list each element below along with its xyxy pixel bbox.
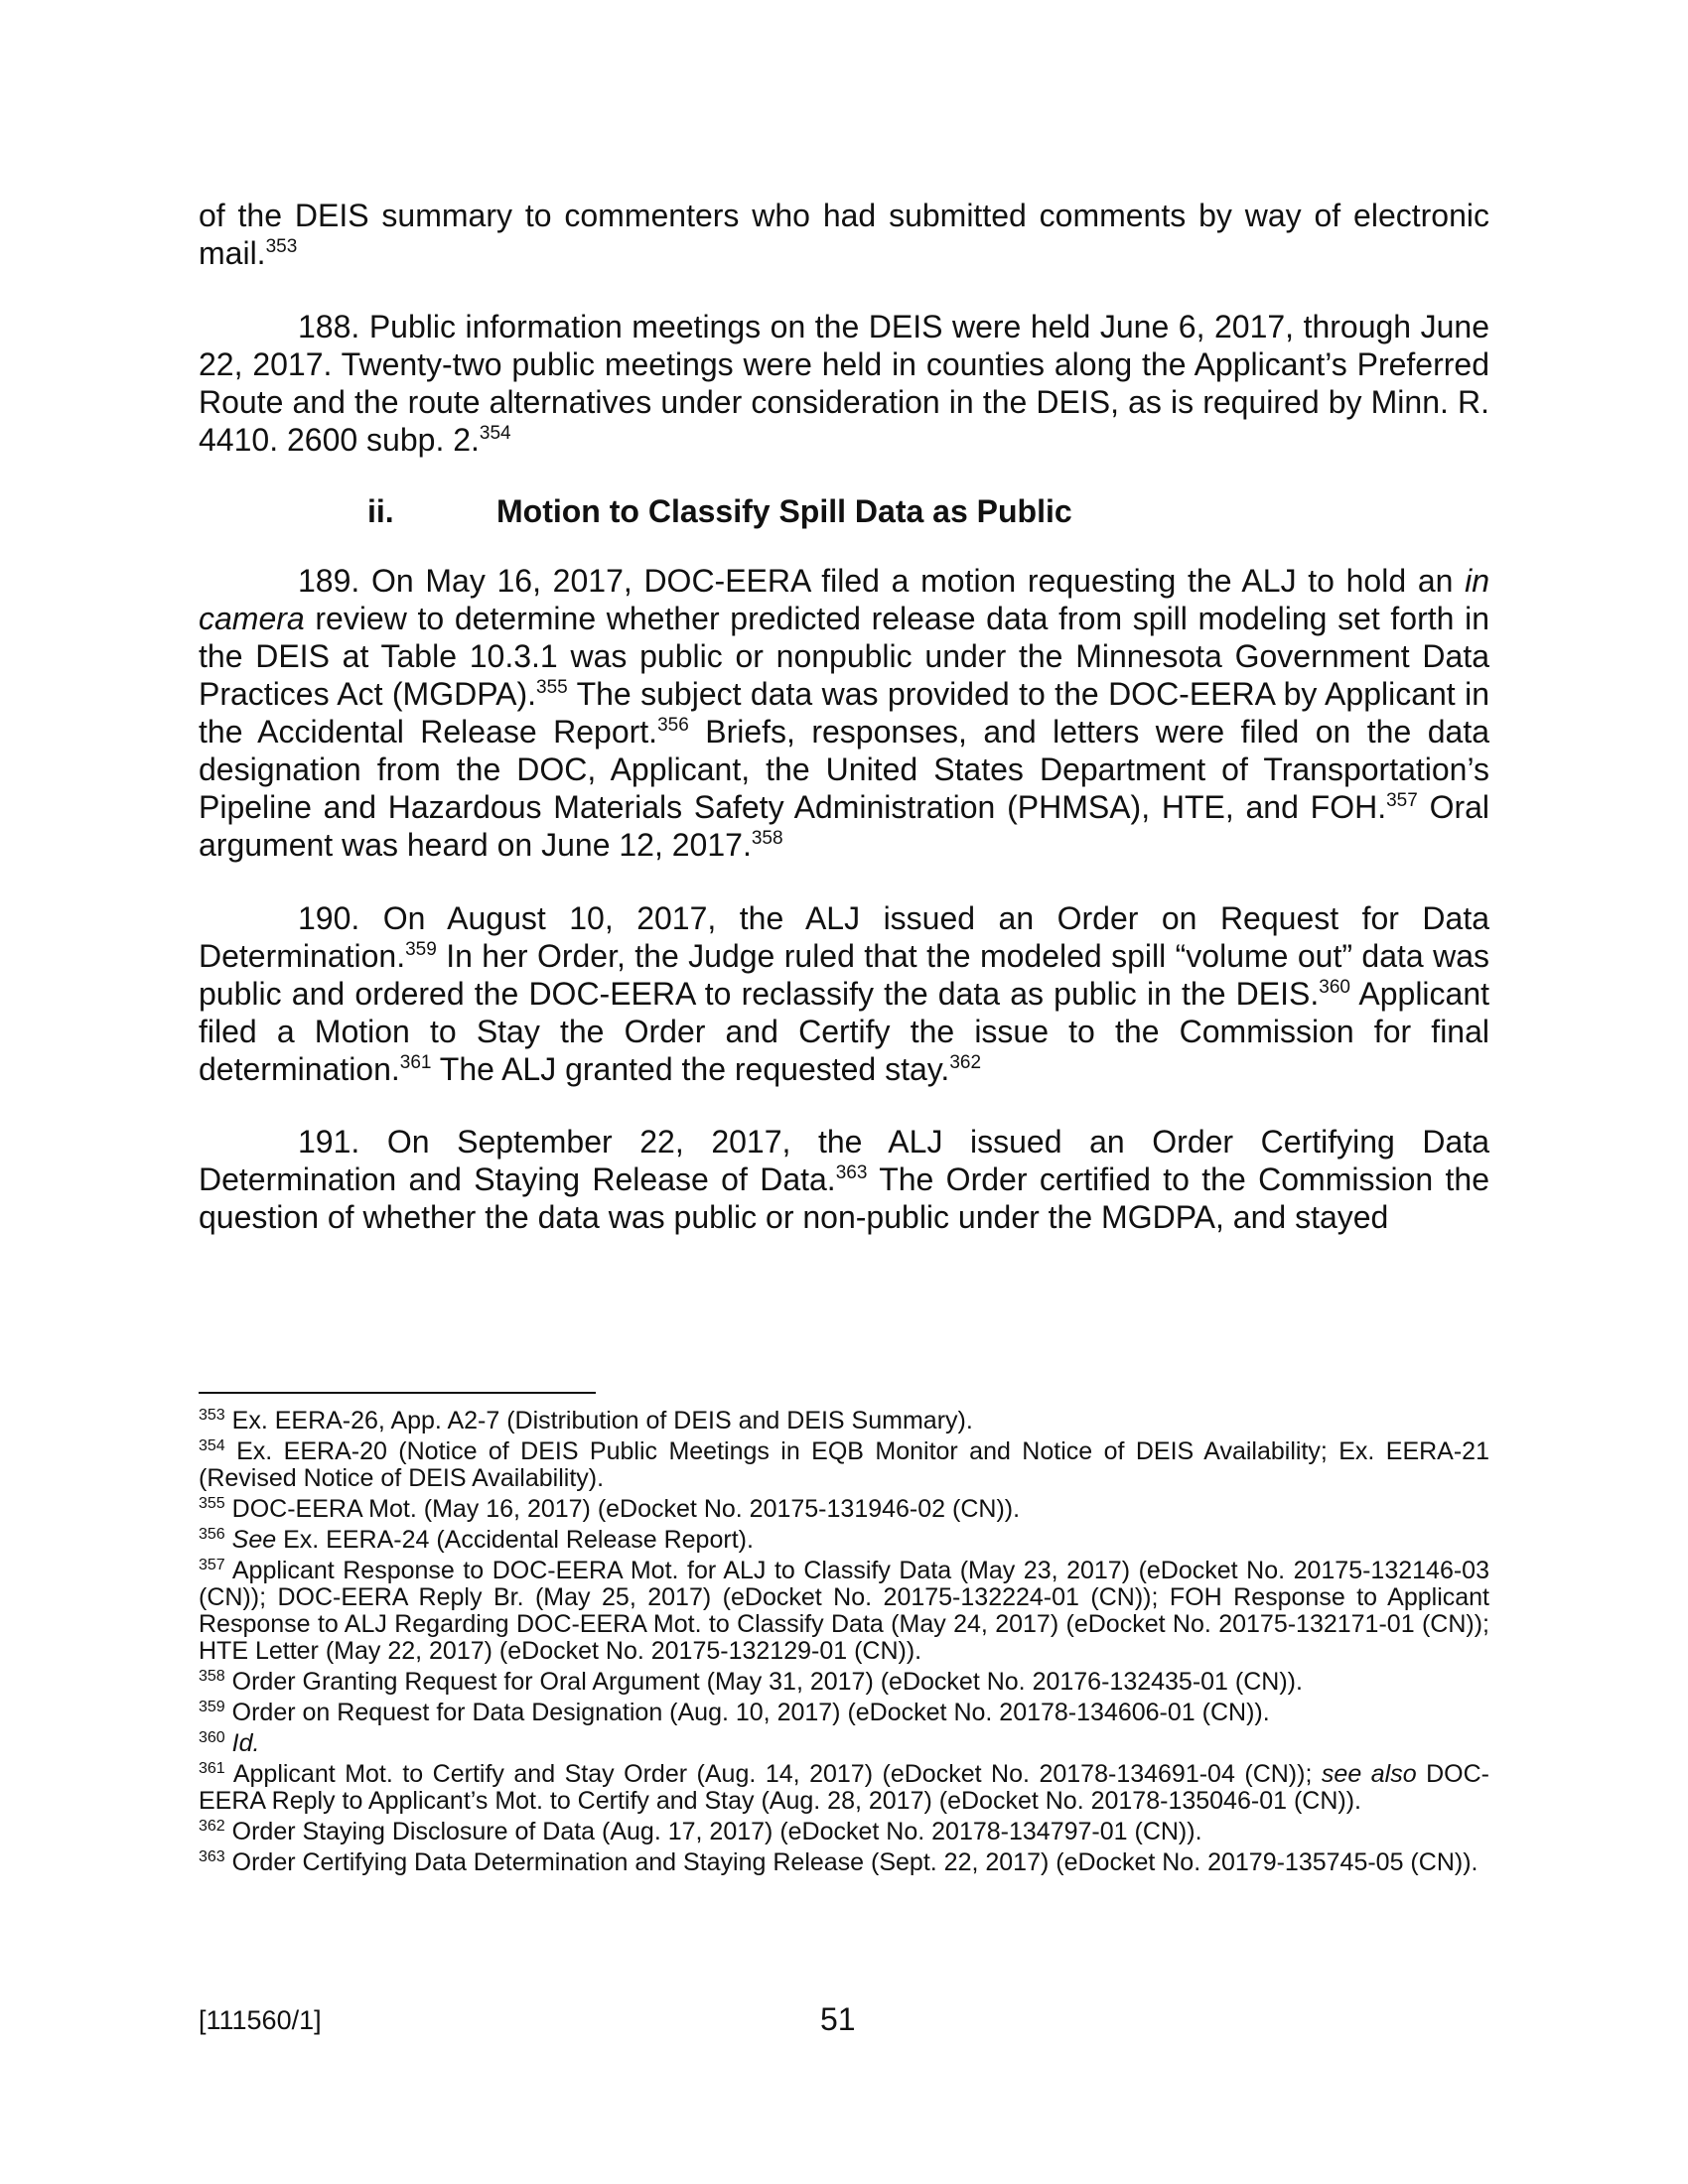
paragraph-text: review to determine whether predicted release data from spill modeling set forth in the DEIS at Table 10.3.1 was public or nonpublic under the Minnesota Government Data Practices Act (MGDPA). [199,601,1490,712]
paragraph-text: On May 16, 2017, DOC-EERA filed a motion requesting the ALJ to hold an [370,563,1454,599]
paragraph-189 [199,562,1489,864]
paragraph-text: On August 10, 2017, the ALJ issued an Order on Request for Data Determination. [199,900,1490,974]
italic-text: in camera [199,563,1490,636]
footnote-number: 363 [199,1848,225,1865]
paragraph-text: The subject data was provided to the DOC-EERA by Applicant in the Accidental Release Report. [199,676,1489,750]
paragraph-text: Applicant filed a Motion to Stay the Order and Certify the issue to the Commission for final determination. [199,976,1490,1087]
footnote-signal: see also [1321,1760,1417,1788]
footnote-355 [199,1496,1489,1523]
paragraph-number: 188. [298,309,360,344]
footnote-359 [199,1700,1489,1726]
footnote-signal: Id. [231,1729,260,1757]
footnote-text: Order on Request for Data Designation (Aug. 10, 2017) (eDocket No. 20178-134606-01 (CN)). [231,1699,1270,1726]
paragraph-text: The Order certified to the Commission the question of whether the data was public or non-public under the MGDPA, and stayed [199,1161,1490,1235]
footnote-text: Order Certifying Data Determination and Staying Release (Sept. 22, 2017) (eDocket No. 20179-135745-05 (CN)). [231,1848,1478,1876]
footnote-number: 355 [199,1495,225,1512]
footnote-361 [199,1761,1489,1815]
footnote-text: Order Staying Disclosure of Data (Aug. 17, 2017) (eDocket No. 20178-134797-01 (CN)). [231,1818,1202,1845]
footnote-text: Order Granting Request for Oral Argument (May 31, 2017) (eDocket No. 20176-132435-01 (CN)). [231,1668,1303,1696]
footnote-number: 354 [199,1437,225,1454]
footnote-ref[interactable]: 354 [479,423,511,444]
footnote-ref[interactable]: 362 [949,1052,982,1073]
paragraph-190 [199,899,1489,1088]
page-number: 51 [820,2001,856,2037]
footnote-ref[interactable]: 357 [1386,790,1418,811]
footnote-number: 353 [199,1407,225,1424]
footnote-text: DOC-EERA Mot. (May 16, 2017) (eDocket No. 20175-131946-02 (CN)). [231,1495,1021,1523]
footnote-number: 360 [199,1729,225,1746]
footnote-ref[interactable]: 363 [835,1162,868,1183]
footnote-356 [199,1527,1489,1554]
paragraph-188 [199,308,1489,459]
section-heading [367,492,1072,530]
footnote-separator [199,1392,596,1394]
footnote-ref[interactable]: 360 [1319,977,1350,998]
paragraph-text: Oral argument was heard on June 12, 2017. [199,789,1490,863]
footnote-360 [199,1730,1489,1757]
continuation-paragraph [199,197,1489,272]
paragraph-text: Public information meetings on the DEIS were held June 6, 2017, through June 22, 2017. Twenty-two public meetings were held in counties along the Applicant’s Preferred Route and the route alternatives under consideration in the DEIS, as is required by Minn. R. 4410. 2600 subp. 2. [199,309,1490,458]
paragraph-text: Briefs, responses, and letters were filed on the data designation from the DOC, Applicant, the United States Department of Transportation’s Pipeline and Hazardous Materials Safety Administration (PHMSA), HTE, and FOH. [199,714,1490,825]
footnote-358 [199,1669,1489,1696]
footnote-text: DOC-EERA Reply to Applicant’s Mot. to Certify and Stay (Aug. 28, 2017) (eDocket No. 20178-135046-01 (CN)). [199,1760,1490,1815]
paragraph-text: In her Order, the Judge ruled that the modeled spill “volume out” data was public and ordered the DOC-EERA to reclassify the data as public in the DEIS. [199,938,1490,1012]
footnote-363 [199,1849,1489,1876]
footnote-number: 359 [199,1699,225,1715]
heading-numeral: ii. [367,493,394,529]
footnote-ref[interactable]: 356 [657,715,689,736]
footnote-number: 361 [199,1760,225,1777]
footnote-357 [199,1558,1489,1665]
continuation-text: of the DEIS summary to commenters who had submitted comments by way of electronic mail. [199,198,1489,271]
footnote-text: Applicant Response to DOC-EERA Mot. for ALJ to Classify Data (May 23, 2017) (eDocket No. 20175-132146-03 (CN)); DOC-EERA Reply Br. (May 25, 2017) (eDocket No. 20175-132224-01 (CN)); FOH Response to Applicant Response to ALJ Regarding DOC-EERA Mot. to Classify Data (May 24, 2017) (eDocket No. 20175-132171-01 (CN)); HTE Letter (May 22, 2017) (eDocket No. 20175-132129-01 (CN)). [199,1557,1489,1665]
footnote-number: 357 [199,1557,225,1573]
footnote-text: Applicant Mot. to Certify and Stay Order (Aug. 14, 2017) (eDocket No. 20178-134691-04 (CN)); [232,1760,1313,1788]
footnotes [199,1408,1489,1880]
footnote-text: Ex. EERA-26, App. A2-7 (Distribution of DEIS and DEIS Summary). [231,1407,973,1434]
footnote-number: 358 [199,1668,225,1685]
document-id: [111560/1] [199,2005,322,2035]
footnote-ref[interactable]: 355 [536,677,568,698]
paragraph-number: 191. [298,1124,360,1160]
paragraph-text: On September 22, 2017, the ALJ issued an Order Certifying Data Determination and Staying Release of Data. [199,1124,1490,1197]
paragraph-number: 190. [298,900,360,936]
footnote-number: 356 [199,1526,225,1543]
paragraph-191 [199,1123,1489,1236]
paragraph-number: 189. [298,563,360,599]
footnote-354 [199,1438,1489,1492]
footnote-362 [199,1819,1489,1845]
footnote-ref[interactable]: 361 [399,1052,432,1073]
footnote-text: Ex. EERA-24 (Accidental Release Report). [283,1526,754,1554]
footnote-ref[interactable]: 359 [405,939,437,960]
footnote-ref[interactable]: 353 [265,236,298,257]
footnote-signal: See [231,1526,277,1554]
heading-title: Motion to Classify Spill Data as Public [496,493,1072,529]
footnote-353 [199,1408,1489,1434]
paragraph-text: The ALJ granted the requested stay. [439,1051,950,1087]
footnote-ref[interactable]: 358 [751,828,783,849]
footnote-number: 362 [199,1818,225,1835]
footnote-text: Ex. EERA-20 (Notice of DEIS Public Meetings in EQB Monitor and Notice of DEIS Availability; Ex. EERA-21 (Revised Notice of DEIS Availability). [199,1437,1489,1492]
